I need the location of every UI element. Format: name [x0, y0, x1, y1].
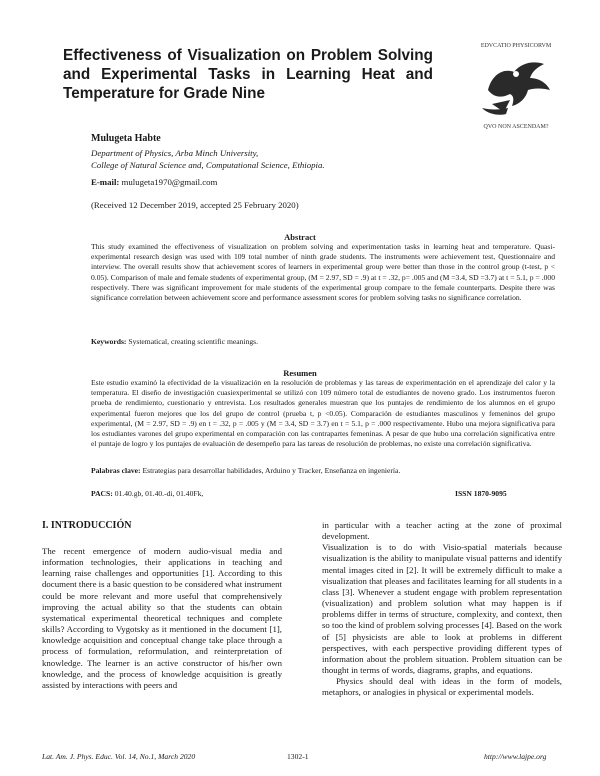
- logo-top-text: EDVCATIO PHYSICORVM: [480, 43, 552, 49]
- palabras-clave-value: Estrategias para desarrollar habilidades, Arduino y Tracker, Enseñanza en ingeniería.: [142, 466, 401, 475]
- section-heading: I. INTRODUCCIÓN: [42, 520, 132, 531]
- issn: ISSN 1870-9095: [455, 489, 507, 498]
- right-column: [322, 520, 562, 699]
- author-affiliation: [91, 147, 325, 171]
- resumen-text: Este estudio examinó la efectividad de la visualización en la resolución de problemas y las tareas de experimentación en el aprendizaje del calor y la temperatura. El diseño de investigación cuasiexperimental se utilizó con 109 número total de estudiantes de noveno grado. Los instrumentos fueron prueba de rendimiento, cuestionario y entrevista. Los resultados generales muestran que los puntajes de rendimiento de los alumnos en el grupo experimental fueron mejores que los del grupo de control (prueba t, p <0.05). Comparación de estudiantes masculinos y femeninos del grupo experimental, (M = 2.97, SD = .9) en t = .32, p = .005 y (M = 3.4, SD = 3.7) en t = 5.1, p = .000 respectivamente. Hubo una mejora significativa para los estudiantes varones del grupo experimental en comparación con las contrapartes femeninas. A pesar de que hubo una correlación significativa entre el puntaje de logro y los puntajes de evaluación de desempeño para las tareas de resolución de problemas, no existe una correlación significativa.: [91, 378, 555, 449]
- left-column-text: The recent emergence of modern audio-visual media and information technologies, their applications in teaching and learning raise challenges and opportunities [1]. According to this document there is a basic question to be considered what instrument could be more relevant and more useful that comprehensively improving the actual ability so that the students can obtain systematical experimental theoretical techniques and complete skills? According to Vygotsky as it mentioned in the document [1], knowledge acquisition and conceptual change take place through a process of formulation, reformulation, and reinterpretation of knowledge. The learner is an active constructor of his/her own knowledge, and the process of knowledge acquisition is greatly assisted by interactions with peers and: [42, 546, 282, 690]
- abstract-heading: Abstract: [284, 232, 316, 242]
- journal-logo: [470, 38, 562, 130]
- abstract-keywords: [91, 337, 555, 346]
- resumen-heading: Resumen: [283, 368, 317, 378]
- keywords-value: Systematical, creating scientific meanings.: [128, 337, 259, 346]
- email-address: mulugeta1970@gmail.com: [121, 177, 218, 187]
- footer-page-number: 1302-1: [287, 752, 309, 761]
- logo-bottom-text: QVO NON ASCENDAM?: [483, 124, 549, 130]
- pacs-label: PACS:: [91, 489, 113, 498]
- eagle-icon: [482, 62, 550, 114]
- pacs-value: 01.40.gb, 01.40.-di, 01.40Fk,: [114, 489, 204, 498]
- right-paragraph-2: Visualization is to do with Visio-spatial materials because visualization is the ability to manipulate visual patterns and identify mental images cited in [2]. It will be extremely difficult to make a visualization that pleases and facilitates learning for all students in a class [3]. Whenever a student engage with problem representation (visualization) and problem solution what may happen is if problems differ in terms of structure, complexity, and context, then so too the kind of problem solving processes [4]. Based on the work of [5] physicists are able to look at problems in different perspectives, with each perspective providing different types of information about the problem situation. Problem situation can be thought in terms of words, diagrams, graphs, and equations.: [322, 542, 562, 676]
- pacs-codes: [91, 489, 203, 498]
- author-college: College of Natural Science and, Computational Science, Ethiopia.: [91, 160, 325, 170]
- received-dates: (Received 12 December 2019, accepted 25 February 2020): [91, 200, 299, 210]
- resumen-keywords: [91, 466, 555, 475]
- footer-journal: Lat. Am. J. Phys. Educ. Vol. 14, No.1, March 2020: [42, 752, 196, 761]
- abstract-text: This study examined the effectiveness of visualization on problem solving and experimentation tasks in learning heat and temperature. Quasi-experimental research design was used with 109 total number of ninth grade students. The instruments were achievement test, Questionnaire and interview. The overall results show that achievement scores of learners in experimental group were better than those in the control group (t-test, p < 0.05). Comparison of male and female students of experimental group, (M = 2.97, SD = .9) at t = .32, p= .005 and (M =3.4, SD =3.7) at t = 5.1, p = .000 respectively. There was significant improvement for male students of the experimental group compare to the female counterparts. Despite there was significance correlation between achievement score and performance assessment scores for problem solving tasks no significance correlation.: [91, 242, 555, 303]
- footer-url[interactable]: http://www.lajpe.org: [484, 752, 547, 761]
- author-email: [91, 177, 217, 187]
- right-paragraph-3: Physics should deal with ideas in the form of models, metaphors, or analogies in physical or experimental models.: [322, 676, 562, 698]
- right-paragraph-1: in particular with a teacher acting at the zone of proximal development.: [322, 520, 562, 542]
- email-label: E-mail:: [91, 177, 120, 187]
- paper-title: Effectiveness of Visualization on Problem Solving and Experimental Tasks in Learning Heat and Temperature for Grade Nine: [63, 47, 433, 102]
- keywords-label: Keywords:: [91, 337, 127, 346]
- palabras-clave-label: Palabras clave:: [91, 466, 141, 475]
- author-name: Mulugeta Habte: [91, 133, 161, 144]
- author-department: Department of Physics, Arba Minch University,: [91, 148, 259, 158]
